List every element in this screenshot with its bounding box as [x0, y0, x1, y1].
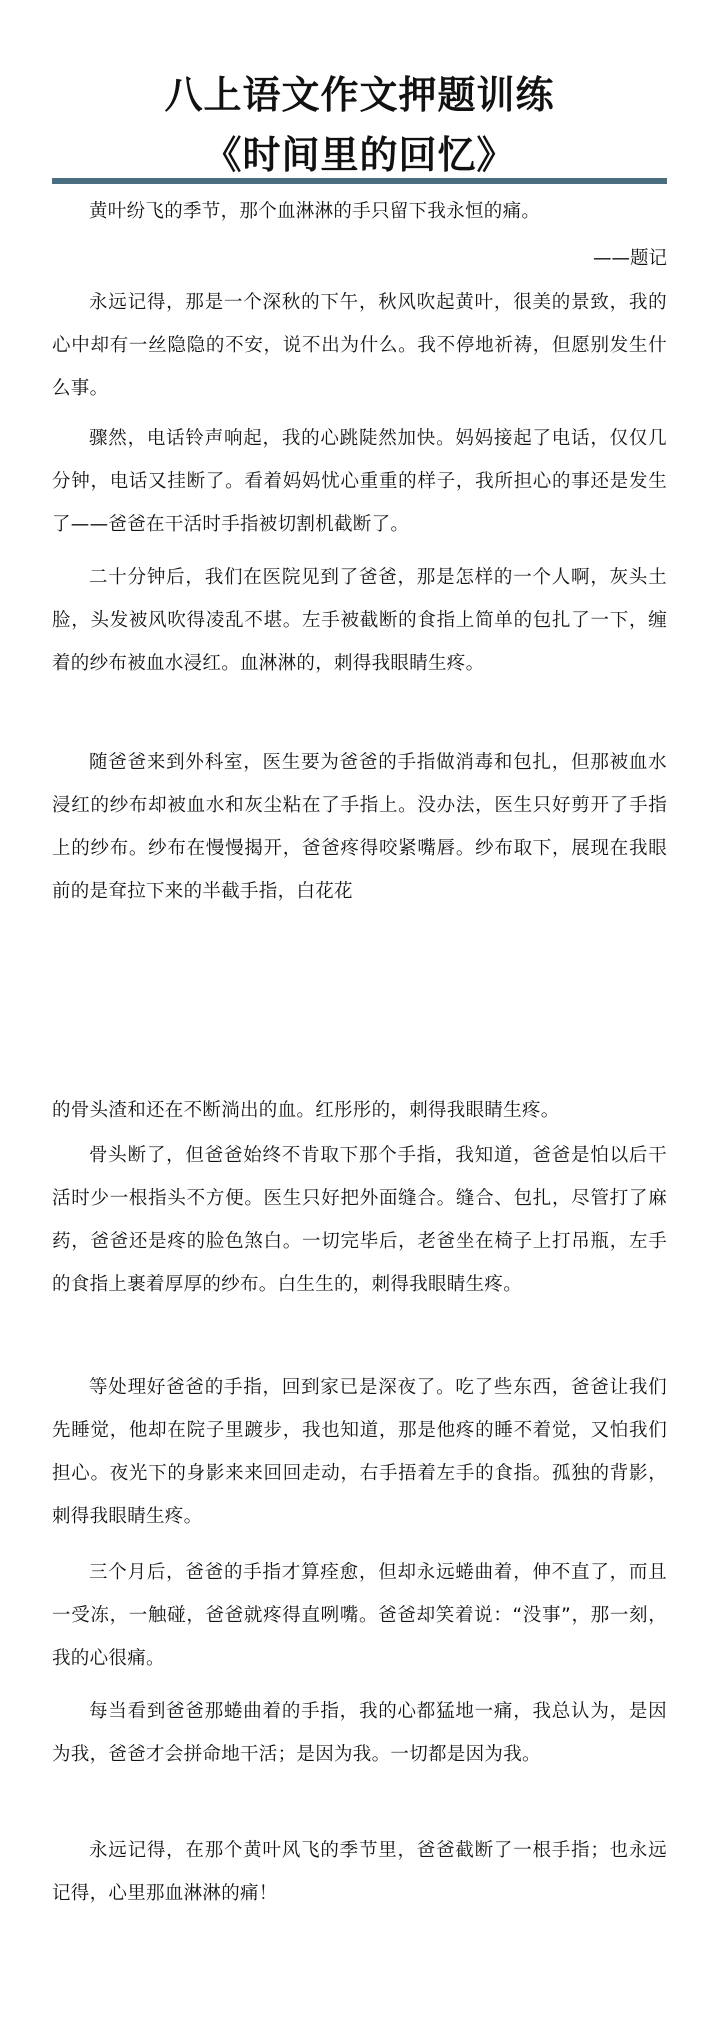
essay-title: 《时间里的回忆》	[203, 133, 516, 177]
paragraph-2: 骤然，电话铃声响起，我的心跳陡然加快。妈妈接起了电话，仅仅几分钟，电话又挂断了。看着妈妈忧心重重的样子，我所担心的事还是发生了——爸爸在干活时手指被切割机截断了。	[52, 428, 667, 535]
paragraph-3: 二十分钟后，我们在医院见到了爸爸，那是怎样的一个人啊，灰头土脸，头发被风吹得凌乱不堪。左手被截断的食指上简单的包扎了一下，缠着的纱布被血水浸红。血淋淋的，刺得我眼睛生疼。	[52, 567, 667, 674]
epigraph-signature: ——题记	[592, 248, 667, 269]
paragraph-4-continued: 的骨头渣和还在不断淌出的血。红彤彤的，刺得我眼睛生疼。	[52, 1100, 560, 1121]
paragraph-1: 永远记得，那是一个深秋的下午，秋风吹起黄叶，很美的景致，我的心中却有一丝隐隐的不安，说不出为什么。我不停地祈祷，但愿别发生什么事。	[52, 292, 667, 399]
paragraph-5: 骨头断了，但爸爸始终不肯取下那个手指，我知道，爸爸是怕以后干活时少一根指头不方便。医生只好把外面缝合。缝合、包扎，尽管打了麻药，爸爸还是疼的脸色煞白。一切完毕后，老爸坐在椅子上打吊瓶，左手的食指上裹着厚厚的纱布。白生生的，刺得我眼睛生疼。	[52, 1145, 667, 1295]
paragraph-8: 每当看到爸爸那蜷曲着的手指，我的心都猛地一痛，我总认为，是因为我，爸爸才会拼命地干活；是因为我。一切都是因为我。	[52, 1701, 667, 1765]
paragraph-6: 等处理好爸爸的手指，回到家已是深夜了。吃了些东西，爸爸让我们先睡觉，他却在院子里踱步，我也知道，那是他疼的睡不着觉，又怕我们担心。夜光下的身影来来回回走动，右手捂着左手的食指。孤独的背影，刺得我眼睛生疼。	[52, 1377, 667, 1527]
paragraph-4: 随爸爸来到外科室，医生要为爸爸的手指做消毒和包扎，但那被血水浸红的纱布却被血水和灰尘粘在了手指上。没办法，医生只好剪开了手指上的纱布。纱布在慢慢揭开，爸爸疼得咬紧嘴唇。纱布取下，展现在我眼前的是耷拉下来的半截手指，白花花	[52, 752, 667, 902]
paragraph-9: 永远记得，在那个黄叶风飞的季节里，爸爸截断了一根手指；也永远记得，心里那血淋淋的痛！	[52, 1840, 667, 1904]
page-title: 八上语文作文押题训练	[164, 73, 555, 117]
paragraph-7: 三个月后，爸爸的手指才算痊愈，但却永远蜷曲着，伸不直了，而且一受冻，一触碰，爸爸就疼得直咧嘴。爸爸却笑着说：“没事”，那一刻，我的心很痛。	[52, 1562, 667, 1669]
epigraph-text: 黄叶纷飞的季节，那个血淋淋的手只留下我永恒的痛。	[89, 201, 541, 222]
title-divider	[52, 178, 667, 184]
